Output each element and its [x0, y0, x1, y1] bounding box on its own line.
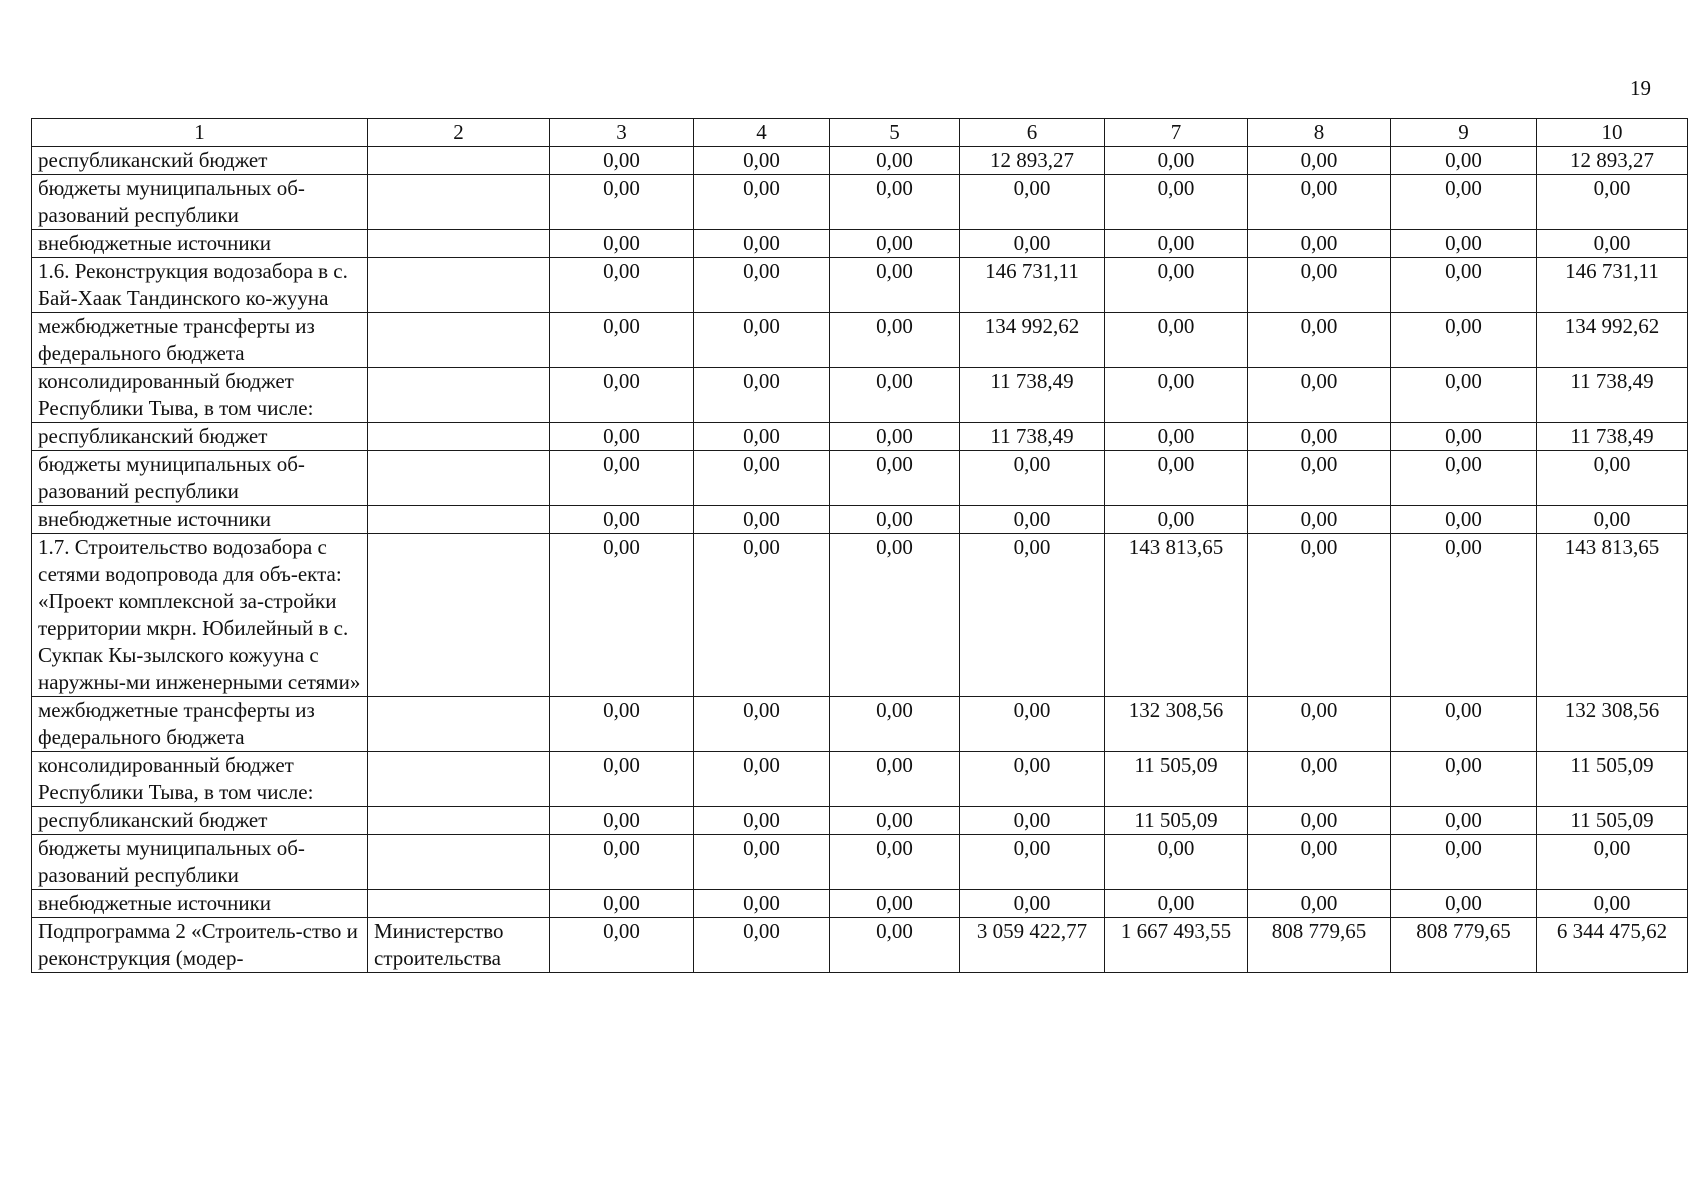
row-org-cell [368, 835, 550, 890]
value-cell: 0,00 [830, 835, 960, 890]
value-cell: 0,00 [1248, 506, 1391, 534]
value-cell: 146 731,11 [1537, 258, 1688, 313]
row-org-cell [368, 368, 550, 423]
value-cell: 0,00 [830, 534, 960, 697]
value-cell: 0,00 [1105, 506, 1248, 534]
table-row [32, 534, 1688, 697]
value-cell: 0,00 [550, 175, 694, 230]
column-header: 3 [550, 119, 694, 147]
value-cell: 0,00 [1537, 835, 1688, 890]
row-name-cell: межбюджетные трансферты из федерального бюджета [32, 697, 368, 752]
value-cell: 0,00 [550, 313, 694, 368]
value-cell: 0,00 [830, 230, 960, 258]
row-name-cell: бюджеты муниципальных об-разований республики [32, 175, 368, 230]
value-cell: 0,00 [1105, 313, 1248, 368]
row-name-cell: консолидированный бюджет Республики Тыва, в том числе: [32, 368, 368, 423]
value-cell: 0,00 [694, 423, 830, 451]
column-header: 4 [694, 119, 830, 147]
value-cell: 6 344 475,62 [1537, 918, 1688, 973]
value-cell: 0,00 [1248, 451, 1391, 506]
row-org-cell [368, 890, 550, 918]
value-cell: 0,00 [1391, 752, 1537, 807]
row-name-cell: 1.7. Строительство водозабора с сетями водопровода для объ-екта: «Проект комплексной за-стройки территории мкрн. Юбилейный в с. Сукпак Кы-зылского кожууна с наружны-ми инженерными сетями» [32, 534, 368, 697]
value-cell: 0,00 [550, 368, 694, 423]
table-row [32, 147, 1688, 175]
value-cell: 11 505,09 [1537, 807, 1688, 835]
row-name-cell: Подпрограмма 2 «Строитель-ство и реконструкция (модер- [32, 918, 368, 973]
value-cell: 0,00 [1248, 230, 1391, 258]
value-cell: 0,00 [694, 368, 830, 423]
value-cell: 0,00 [1248, 147, 1391, 175]
value-cell: 0,00 [1248, 890, 1391, 918]
value-cell: 0,00 [1105, 147, 1248, 175]
value-cell: 0,00 [694, 890, 830, 918]
column-number-row [32, 119, 1688, 147]
value-cell: 0,00 [550, 258, 694, 313]
value-cell: 0,00 [1248, 313, 1391, 368]
table-row [32, 890, 1688, 918]
value-cell: 0,00 [830, 506, 960, 534]
column-header: 1 [32, 119, 368, 147]
value-cell: 0,00 [1391, 313, 1537, 368]
column-header: 10 [1537, 119, 1688, 147]
value-cell: 0,00 [960, 175, 1105, 230]
value-cell: 0,00 [1248, 697, 1391, 752]
value-cell: 0,00 [830, 752, 960, 807]
value-cell: 0,00 [694, 175, 830, 230]
table-row [32, 752, 1688, 807]
row-org-cell [368, 147, 550, 175]
value-cell: 0,00 [694, 313, 830, 368]
row-name-cell: республиканский бюджет [32, 807, 368, 835]
table-row [32, 175, 1688, 230]
value-cell: 0,00 [1105, 835, 1248, 890]
row-org-cell [368, 423, 550, 451]
table-row [32, 423, 1688, 451]
budget-table-body [32, 119, 1688, 973]
value-cell: 0,00 [694, 534, 830, 697]
value-cell: 0,00 [1391, 368, 1537, 423]
row-org-cell [368, 258, 550, 313]
value-cell: 0,00 [960, 752, 1105, 807]
value-cell: 0,00 [1391, 534, 1537, 697]
table-row [32, 835, 1688, 890]
row-name-cell: 1.6. Реконструкция водозабора в с. Бай-Хаак Тандинского ко-жууна [32, 258, 368, 313]
value-cell: 0,00 [550, 506, 694, 534]
row-name-cell: консолидированный бюджет Республики Тыва, в том числе: [32, 752, 368, 807]
value-cell: 0,00 [550, 534, 694, 697]
value-cell: 0,00 [1248, 175, 1391, 230]
value-cell: 0,00 [960, 230, 1105, 258]
value-cell: 0,00 [550, 147, 694, 175]
row-org-cell [368, 451, 550, 506]
value-cell: 808 779,65 [1248, 918, 1391, 973]
row-org-cell [368, 697, 550, 752]
table-row [32, 506, 1688, 534]
value-cell: 0,00 [1248, 368, 1391, 423]
value-cell: 11 738,49 [1537, 423, 1688, 451]
value-cell: 143 813,65 [1537, 534, 1688, 697]
value-cell: 0,00 [694, 807, 830, 835]
budget-table [31, 118, 1688, 973]
table-row [32, 918, 1688, 973]
value-cell: 11 738,49 [960, 368, 1105, 423]
value-cell: 11 738,49 [960, 423, 1105, 451]
value-cell: 0,00 [830, 697, 960, 752]
value-cell: 0,00 [830, 918, 960, 973]
column-header: 8 [1248, 119, 1391, 147]
value-cell: 0,00 [694, 451, 830, 506]
value-cell: 0,00 [694, 918, 830, 973]
value-cell: 0,00 [1537, 890, 1688, 918]
value-cell: 0,00 [830, 258, 960, 313]
value-cell: 134 992,62 [960, 313, 1105, 368]
table-row [32, 451, 1688, 506]
value-cell: 0,00 [550, 890, 694, 918]
value-cell: 0,00 [1391, 258, 1537, 313]
value-cell: 0,00 [1391, 890, 1537, 918]
value-cell: 0,00 [550, 230, 694, 258]
row-name-cell: межбюджетные трансферты из федерального бюджета [32, 313, 368, 368]
row-name-cell: внебюджетные источники [32, 890, 368, 918]
value-cell: 0,00 [1391, 147, 1537, 175]
value-cell: 0,00 [960, 807, 1105, 835]
value-cell: 0,00 [1105, 230, 1248, 258]
value-cell: 0,00 [830, 313, 960, 368]
value-cell: 0,00 [1248, 835, 1391, 890]
value-cell: 0,00 [1248, 534, 1391, 697]
value-cell: 134 992,62 [1537, 313, 1688, 368]
row-name-cell: республиканский бюджет [32, 147, 368, 175]
row-org-cell [368, 313, 550, 368]
value-cell: 0,00 [694, 835, 830, 890]
column-header: 2 [368, 119, 550, 147]
value-cell: 0,00 [550, 697, 694, 752]
value-cell: 1 667 493,55 [1105, 918, 1248, 973]
value-cell: 0,00 [1248, 807, 1391, 835]
value-cell: 0,00 [960, 451, 1105, 506]
value-cell: 0,00 [1391, 175, 1537, 230]
column-header: 7 [1105, 119, 1248, 147]
value-cell: 12 893,27 [1537, 147, 1688, 175]
value-cell: 132 308,56 [1537, 697, 1688, 752]
value-cell: 0,00 [694, 230, 830, 258]
row-org-cell [368, 807, 550, 835]
row-org-cell [368, 752, 550, 807]
value-cell: 0,00 [550, 807, 694, 835]
value-cell: 11 505,09 [1105, 807, 1248, 835]
table-row [32, 258, 1688, 313]
value-cell: 0,00 [830, 890, 960, 918]
value-cell: 0,00 [830, 451, 960, 506]
value-cell: 0,00 [1105, 451, 1248, 506]
value-cell: 11 738,49 [1537, 368, 1688, 423]
value-cell: 0,00 [694, 697, 830, 752]
table-row [32, 697, 1688, 752]
row-org-cell [368, 506, 550, 534]
value-cell: 0,00 [830, 423, 960, 451]
value-cell: 0,00 [1248, 423, 1391, 451]
value-cell: 0,00 [550, 423, 694, 451]
value-cell: 11 505,09 [1105, 752, 1248, 807]
value-cell: 0,00 [550, 835, 694, 890]
row-name-cell: бюджеты муниципальных об-разований республики [32, 835, 368, 890]
value-cell: 0,00 [1391, 423, 1537, 451]
value-cell: 0,00 [1248, 752, 1391, 807]
value-cell: 0,00 [960, 697, 1105, 752]
value-cell: 0,00 [1391, 230, 1537, 258]
value-cell: 0,00 [960, 506, 1105, 534]
value-cell: 0,00 [1105, 890, 1248, 918]
value-cell: 0,00 [1391, 451, 1537, 506]
table-row [32, 230, 1688, 258]
value-cell: 0,00 [694, 752, 830, 807]
value-cell: 0,00 [1105, 175, 1248, 230]
table-row [32, 313, 1688, 368]
value-cell: 0,00 [1105, 368, 1248, 423]
row-org-cell [368, 175, 550, 230]
value-cell: 0,00 [1391, 697, 1537, 752]
value-cell: 12 893,27 [960, 147, 1105, 175]
value-cell: 0,00 [550, 918, 694, 973]
value-cell: 808 779,65 [1391, 918, 1537, 973]
value-cell: 132 308,56 [1105, 697, 1248, 752]
page-number: 19 [1630, 76, 1651, 100]
row-org-cell: Министерство строительства [368, 918, 550, 973]
value-cell: 146 731,11 [960, 258, 1105, 313]
value-cell: 0,00 [830, 807, 960, 835]
value-cell: 3 059 422,77 [960, 918, 1105, 973]
value-cell: 0,00 [1537, 451, 1688, 506]
row-name-cell: бюджеты муниципальных об-разований республики [32, 451, 368, 506]
value-cell: 0,00 [1537, 175, 1688, 230]
table-row [32, 807, 1688, 835]
value-cell: 0,00 [550, 752, 694, 807]
value-cell: 0,00 [694, 506, 830, 534]
value-cell: 143 813,65 [1105, 534, 1248, 697]
value-cell: 0,00 [830, 368, 960, 423]
value-cell: 0,00 [1391, 835, 1537, 890]
value-cell: 0,00 [830, 175, 960, 230]
value-cell: 0,00 [1537, 506, 1688, 534]
row-name-cell: республиканский бюджет [32, 423, 368, 451]
row-org-cell [368, 230, 550, 258]
value-cell: 0,00 [1391, 506, 1537, 534]
value-cell: 0,00 [1105, 423, 1248, 451]
value-cell: 11 505,09 [1537, 752, 1688, 807]
value-cell: 0,00 [550, 451, 694, 506]
value-cell: 0,00 [960, 835, 1105, 890]
column-header: 9 [1391, 119, 1537, 147]
value-cell: 0,00 [960, 890, 1105, 918]
value-cell: 0,00 [1537, 230, 1688, 258]
value-cell: 0,00 [694, 258, 830, 313]
table-row [32, 368, 1688, 423]
value-cell: 0,00 [960, 534, 1105, 697]
row-name-cell: внебюджетные источники [32, 506, 368, 534]
value-cell: 0,00 [1248, 258, 1391, 313]
value-cell: 0,00 [830, 147, 960, 175]
column-header: 5 [830, 119, 960, 147]
value-cell: 0,00 [1391, 807, 1537, 835]
column-header: 6 [960, 119, 1105, 147]
row-org-cell [368, 534, 550, 697]
value-cell: 0,00 [694, 147, 830, 175]
row-name-cell: внебюджетные источники [32, 230, 368, 258]
value-cell: 0,00 [1105, 258, 1248, 313]
